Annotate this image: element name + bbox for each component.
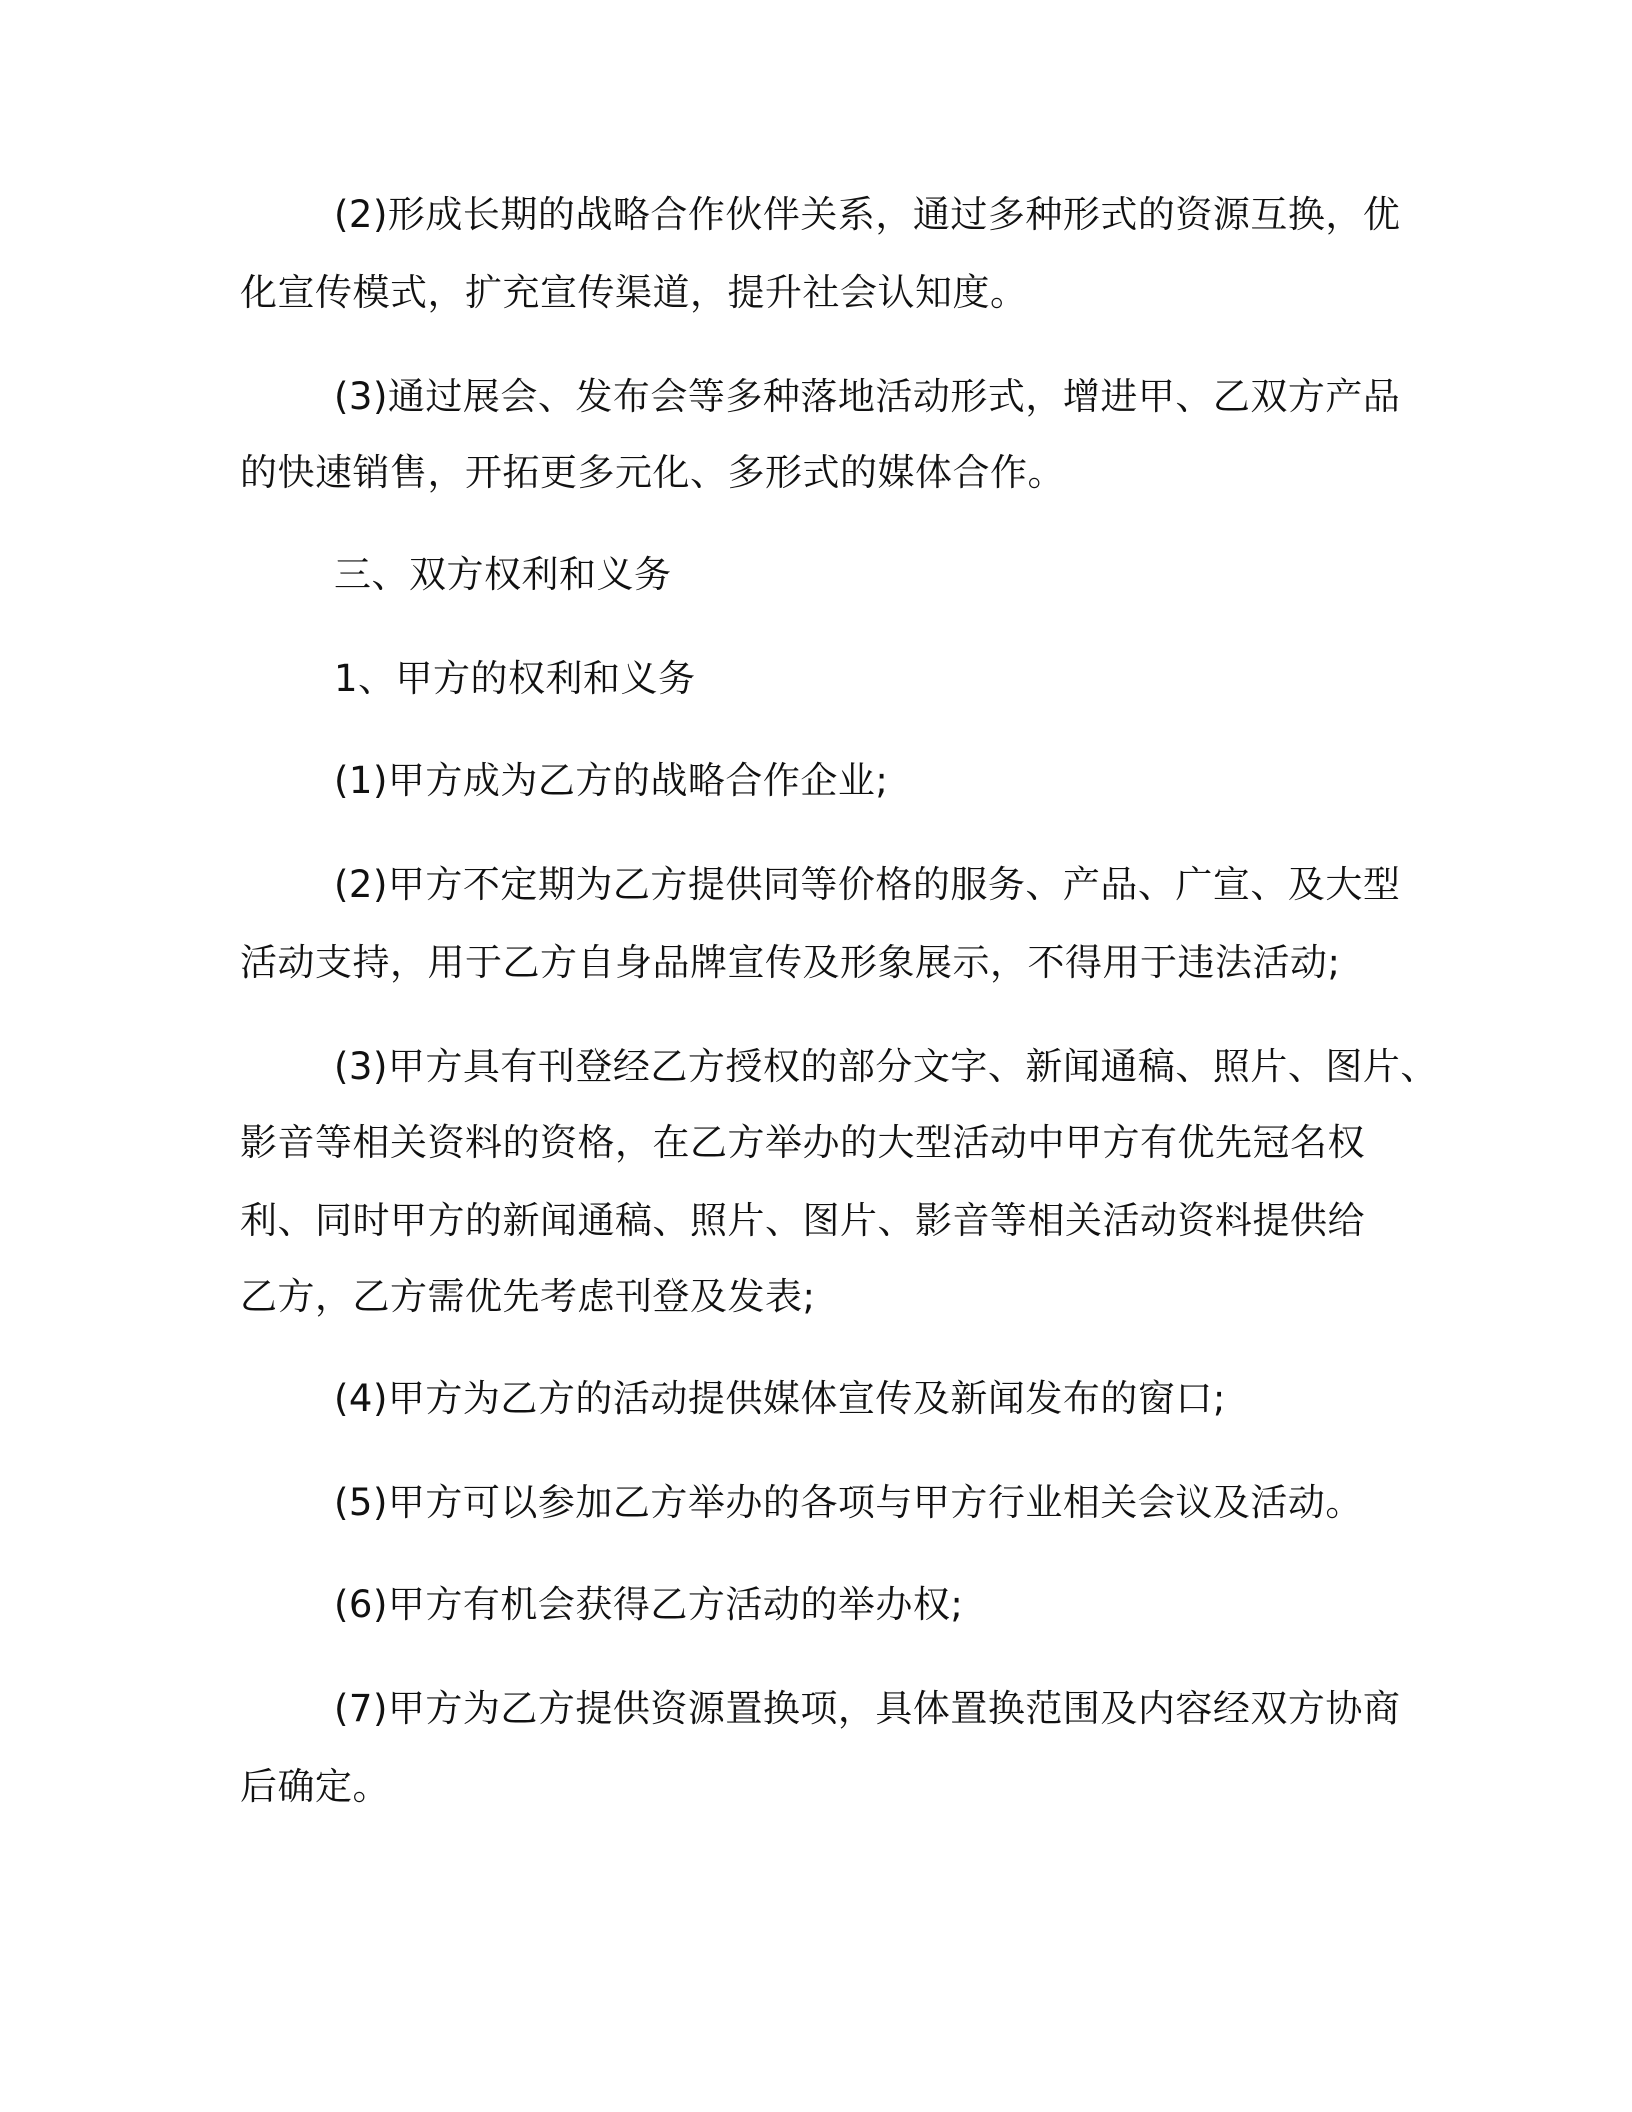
paragraph-line: (2)形成长期的战略合作伙伴关系，通过多种形式的资源互换，优 (334, 193, 1401, 236)
paragraph-line: (1)甲方成为乙方的战略合作企业; (334, 759, 889, 802)
paragraph-line: 乙方，乙方需优先考虑刊登及发表; (240, 1275, 816, 1318)
paragraph-line: 影音等相关资料的资格，在乙方举办的大型活动中甲方有优先冠名权 (240, 1121, 1365, 1164)
section-heading: 三、双方权利和义务 (334, 553, 672, 596)
paragraph-line: (2)甲方不定期为乙方提供同等价格的服务、产品、广宣、及大型 (334, 863, 1401, 906)
paragraph-line: (4)甲方为乙方的活动提供媒体宣传及新闻发布的窗口; (334, 1377, 1226, 1420)
paragraph-line: 利、同时甲方的新闻通稿、照片、图片、影音等相关活动资料提供给 (240, 1199, 1365, 1242)
paragraph-line: (5)甲方可以参加乙方举办的各项与甲方行业相关会议及活动。 (334, 1481, 1363, 1524)
paragraph-line: 的快速销售，开拓更多元化、多形式的媒体合作。 (240, 451, 1065, 494)
paragraph-line: 化宣传模式，扩充宣传渠道，提升社会认知度。 (240, 271, 1028, 314)
paragraph-line: (7)甲方为乙方提供资源置换项，具体置换范围及内容经双方协商 (334, 1687, 1401, 1730)
paragraph-line: (6)甲方有机会获得乙方活动的举办权; (334, 1583, 964, 1626)
paragraph-line: 活动支持，用于乙方自身品牌宣传及形象展示，不得用于违法活动; (240, 941, 1341, 984)
paragraph-line: (3)通过展会、发布会等多种落地活动形式，增进甲、乙双方产品 (334, 375, 1401, 418)
paragraph-line: (3)甲方具有刊登经乙方授权的部分文字、新闻通稿、照片、图片、 (334, 1045, 1438, 1088)
paragraph-line: 后确定。 (240, 1765, 390, 1808)
subsection-heading: 1、甲方的权利和义务 (334, 657, 696, 700)
